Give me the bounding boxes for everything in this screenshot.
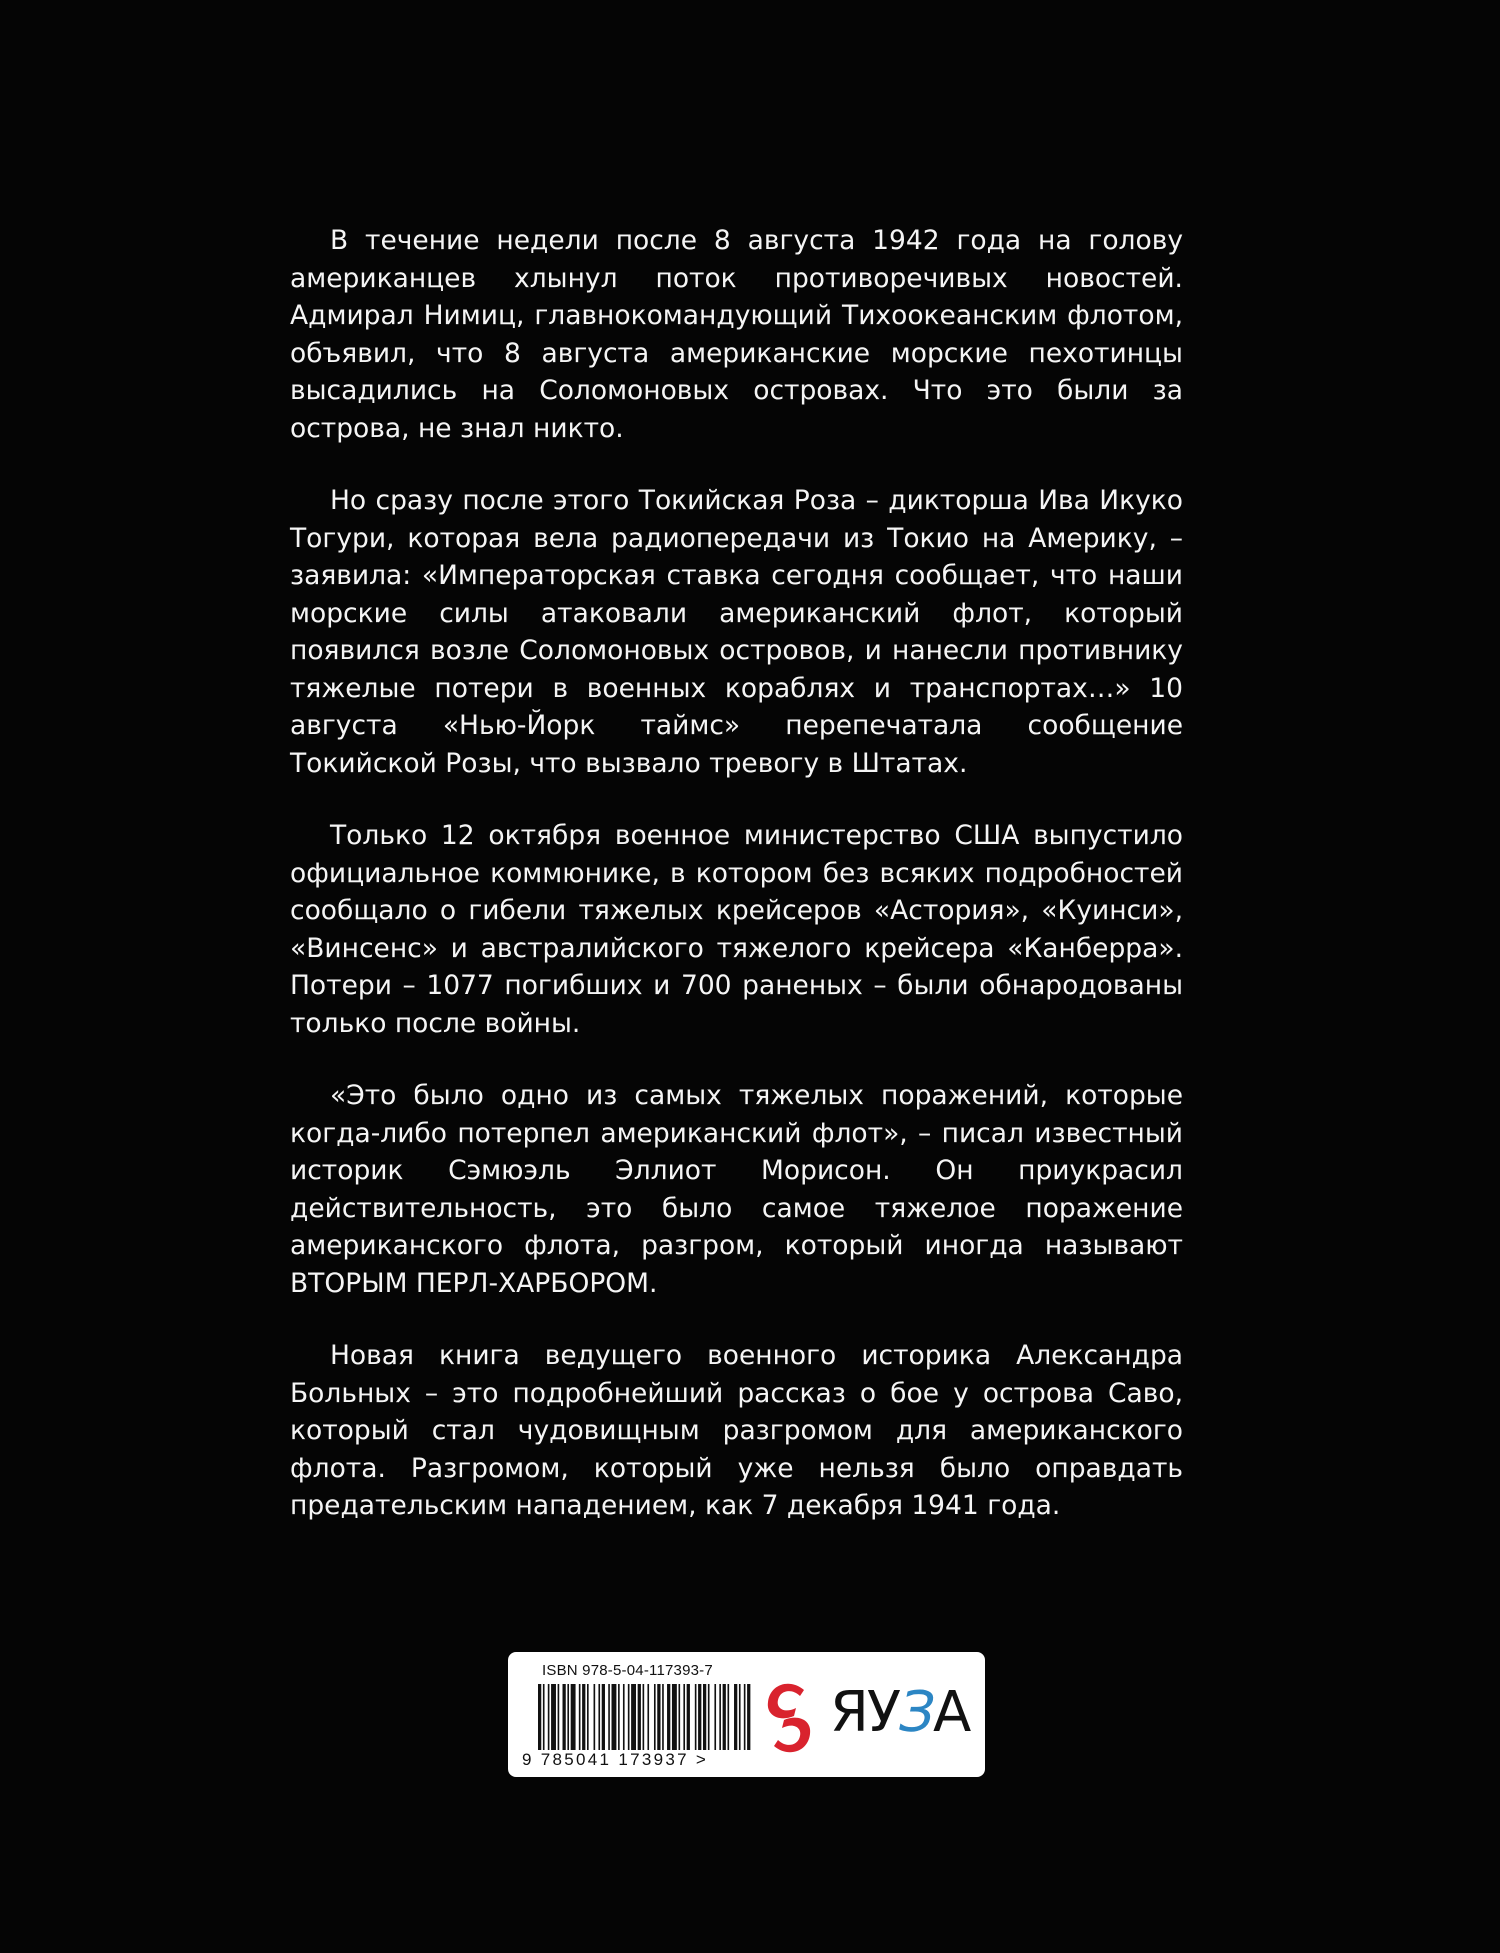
isbn-label: ISBN 978-5-04-117393-7 xyxy=(542,1662,713,1679)
barcode-icon xyxy=(538,1684,752,1750)
annotation-paragraph-4: «Это было одно из самых тяжелых поражений, которые когда-либо потерпел американский флот», – писал известный историк Сэмюэль Эллиот Морисон. Он приукрасил действительность, это было самое тяжелое поражение американского флота, разгром, который иногда называют ВТОРЫМ ПЕРЛ-ХАРБОРОМ. xyxy=(290,1080,1183,1299)
annotation-paragraph-5: Новая книга ведущего военного историка Александра Больных – это подробнейший рассказ о бое у острова Саво, который стал чудовищным разгромом для американского флота. Разгромом, который уже нельзя было оправдать предательским нападением, как 7 декабря 1941 года. xyxy=(290,1340,1183,1521)
yauza-logo-accent: З xyxy=(892,1680,940,1745)
yauza-logo-prefix: ЯУ xyxy=(830,1680,900,1745)
yauza-logo xyxy=(830,1682,969,1744)
ean-digits: 9 785041 173937 > xyxy=(522,1750,709,1769)
annotation-paragraph-1: В течение недели после 8 августа 1942 года на голову американцев хлынул поток противоречивых новостей. Адмирал Нимиц, главнокомандующий Тихоокеанским флотом, объявил, что 8 августа американские морские пехотинцы высадились на Соломоновых островах. Что это были за острова, не знал никто. xyxy=(290,225,1183,444)
yauza-logo-suffix: А xyxy=(932,1680,970,1745)
annotation-paragraph-2: Но сразу после этого Токийская Роза – дикторша Ива Икуко Тогури, которая вела радиопередачи из Токио на Америку, – заявила: «Императорская ставка сегодня сообщает, что наши морские силы атаковали американский флот, который появился возле Соломоновых островов, и нанесли противнику тяжелые потери в военных кораблях и транспортах…» 10 августа «Нью-Йорк таймс» перепечатала сообщение Токийской Розы, что вызвало тревогу в Штатах. xyxy=(290,485,1183,779)
annotation-paragraph-3: Только 12 октября военное министерство США выпустило официальное коммюнике, в котором без всяких подробностей сообщало о гибели тяжелых крейсеров «Астория», «Куинси», «Винсенс» и австралийского тяжелого крейсера «Канберра». Потери – 1077 погибших и 700 раненых – были обнародованы только после войны. xyxy=(290,820,1183,1039)
eksmo-logo-icon xyxy=(760,1676,818,1760)
barcode-panel xyxy=(508,1652,985,1777)
annotation-text xyxy=(290,222,1183,1560)
